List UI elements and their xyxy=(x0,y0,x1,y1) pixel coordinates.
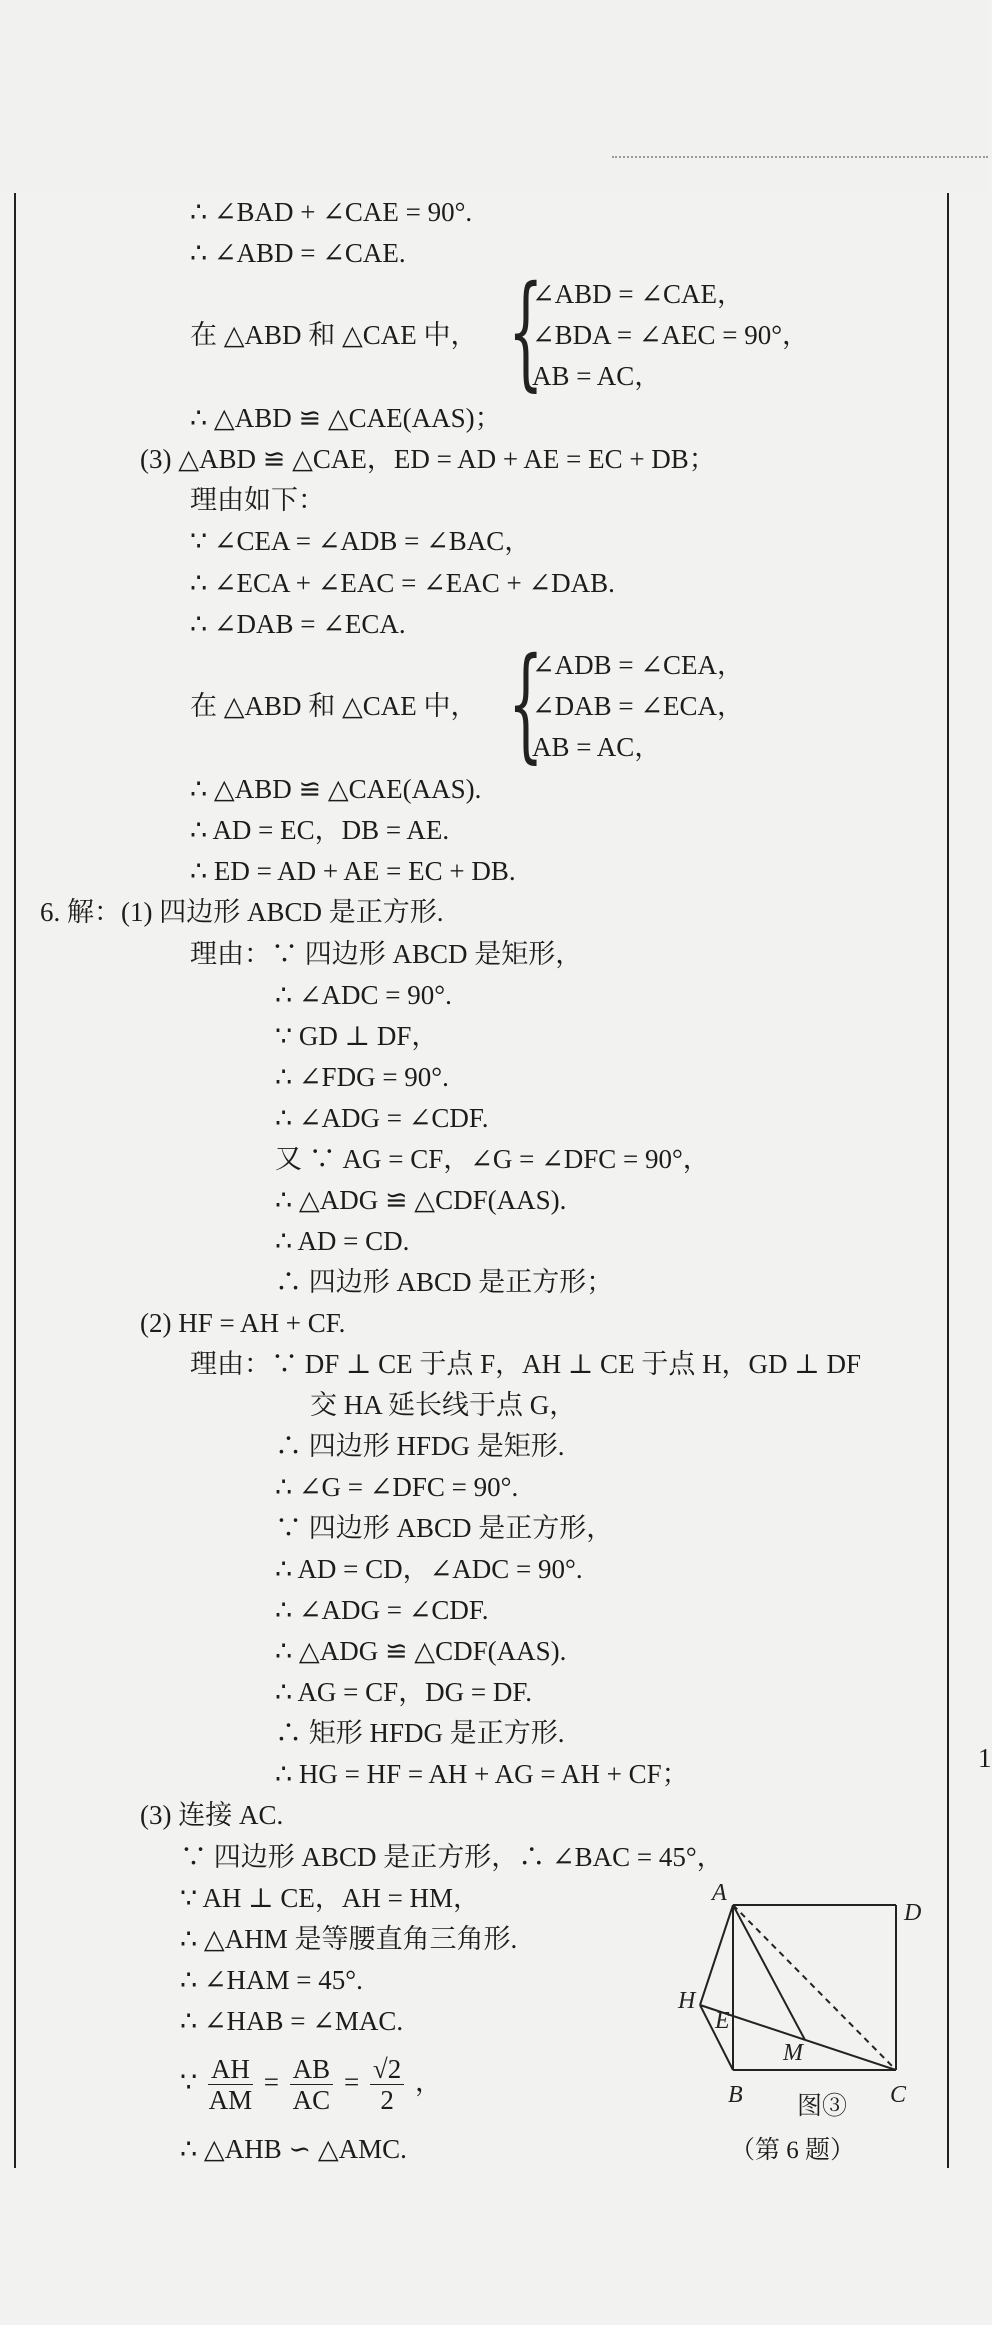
solution-line: ∴ AD = CD，∠ADC = 90°. xyxy=(275,1554,583,1584)
system-condition: ∠BDA = ∠AEC = 90°， xyxy=(532,320,810,350)
solution-line: 在 △ABD 和 △CAE 中， xyxy=(190,691,478,721)
solution-line: ∴ ∠ADC = 90°. xyxy=(275,980,452,1010)
fraction-sqrt2-2: $\frac{√2}{2}$ xyxy=(370,2054,404,2115)
solution-line: ∴ AG = CF，DG = DF. xyxy=(275,1677,533,1707)
solution-line: ∴ ∠ECA + ∠EAC = ∠EAC + ∠DAB. xyxy=(190,568,615,598)
label-c: C xyxy=(890,2082,907,2108)
label-b: B xyxy=(728,2082,743,2108)
part-heading: (3) 连接 AC. xyxy=(140,1800,284,1830)
solution-line: ∴ ∠ABD = ∠CAE. xyxy=(190,238,406,268)
label-d: D xyxy=(904,1900,922,1926)
solution-line: ∴ △ADG ≌ △CDF(AAS). xyxy=(275,1185,567,1215)
segment-ah xyxy=(700,1905,733,2005)
label-a: A xyxy=(712,1880,727,1906)
solution-line: 理由如下： xyxy=(190,485,325,515)
label-h: H xyxy=(678,1988,696,2014)
solution-line: ∴ ED = AD + AE = EC + DB. xyxy=(190,856,516,886)
solution-line: ∴ △ADG ≌ △CDF(AAS). xyxy=(275,1636,567,1666)
solution-line: ∵ 四边形 ABCD 是正方形，∴ ∠BAC = 45°， xyxy=(180,1842,724,1872)
figure-caption: 图③ xyxy=(797,2093,848,2120)
solution-line: 交 HA 延长线于点 G， xyxy=(310,1390,577,1420)
because-symbol: ∵ xyxy=(180,2067,198,2097)
solution-line: 在 △ABD 和 △CAE 中， xyxy=(190,320,478,350)
solution-line: 又 ∵ AG = CF，∠G = ∠DFC = 90°， xyxy=(275,1144,710,1174)
left-margin-rule xyxy=(14,193,16,2168)
page-header-area xyxy=(0,0,988,190)
system-condition: ∠ABD = ∠CAE， xyxy=(532,279,744,309)
solution-line: ∵ AH ⊥ CE，AH = HM， xyxy=(180,1883,481,1913)
solution-line: ∴ ∠HAM = 45°. xyxy=(180,1965,363,1995)
solution-line: ∵ ∠CEA = ∠ADB = ∠BAC， xyxy=(190,526,532,556)
system-condition: ∠ADB = ∠CEA， xyxy=(532,650,744,680)
fraction-ah-am: $\frac{AH}{AM}$ xyxy=(208,2054,253,2116)
solution-line: ∴ ∠ADG = ∠CDF. xyxy=(275,1595,489,1625)
right-margin-rule xyxy=(947,193,949,2168)
fraction-equation: ∵ $\frac{AH}{AM}$ = $\frac{AB}{AC}$ = $\frac{√2}{2}$ ， xyxy=(180,2054,442,2116)
fraction-ab-ac: $\frac{AB}{AC}$ xyxy=(290,2054,334,2115)
solution-line: ∴ HG = HF = AH + AG = AH + CF； xyxy=(275,1759,689,1789)
diagonal-ac xyxy=(733,1905,896,2070)
solution-line: ∴ △AHM 是等腰直角三角形. xyxy=(180,1924,518,1954)
solution-line: ∴ △ABD ≌ △CAE(AAS). xyxy=(190,774,482,804)
problem-caption: （第 6 题） xyxy=(730,2137,856,2164)
system-condition: AB = AC， xyxy=(532,732,662,762)
solution-line: ∵ 四边形 ABCD 是正方形， xyxy=(275,1513,614,1543)
solution-line: ∴ ∠FDG = 90°. xyxy=(275,1062,449,1092)
solution-line: ∴ ∠ADG = ∠CDF. xyxy=(275,1103,489,1133)
system-brace: { xyxy=(508,260,544,404)
solution-line: ∴ 四边形 ABCD 是正方形； xyxy=(275,1267,614,1297)
solution-line: ∴ △ABD ≌ △CAE(AAS)； xyxy=(190,403,502,433)
system-condition: ∠DAB = ∠ECA， xyxy=(532,691,744,721)
solution-line: ∴ ∠G = ∠DFC = 90°. xyxy=(275,1472,519,1502)
edge-page-number: 1 xyxy=(978,1743,992,1773)
solution-line: ∴ ∠DAB = ∠ECA. xyxy=(190,609,406,639)
solution-line: ∴ ∠HAB = ∠MAC. xyxy=(180,2006,404,2036)
label-m: M xyxy=(783,2040,803,2066)
system-condition: AB = AC， xyxy=(532,361,662,391)
solution-line: ∴ ∠BAD + ∠CAE = 90°. xyxy=(190,197,473,227)
label-e: E xyxy=(715,2008,730,2034)
solution-line: ∴ AD = EC，DB = AE. xyxy=(190,815,450,845)
solution-line: ∴ △AHB ∽ △AMC. xyxy=(180,2134,407,2164)
part-heading: (3) △ABD ≌ △CAE，ED = AD + AE = EC + DB； xyxy=(140,444,716,474)
solution-line: ∴ 矩形 HFDG 是正方形. xyxy=(275,1718,565,1748)
solution-line: ∴ AD = CD. xyxy=(275,1226,410,1256)
header-dotted-rule xyxy=(612,156,988,158)
solution-line: 理由：∵ DF ⊥ CE 于点 F，AH ⊥ CE 于点 H，GD ⊥ DF xyxy=(190,1349,861,1379)
solution-line: ∴ 四边形 HFDG 是矩形. xyxy=(275,1431,565,1461)
problem-heading: 6. 解：(1) 四边形 ABCD 是正方形. xyxy=(40,897,444,927)
solution-line: 理由：∵ 四边形 ABCD 是矩形， xyxy=(190,939,583,969)
solution-line: ∵ GD ⊥ DF， xyxy=(275,1021,439,1051)
system-brace: { xyxy=(508,632,544,776)
part-heading: (2) HF = AH + CF. xyxy=(140,1308,346,1338)
